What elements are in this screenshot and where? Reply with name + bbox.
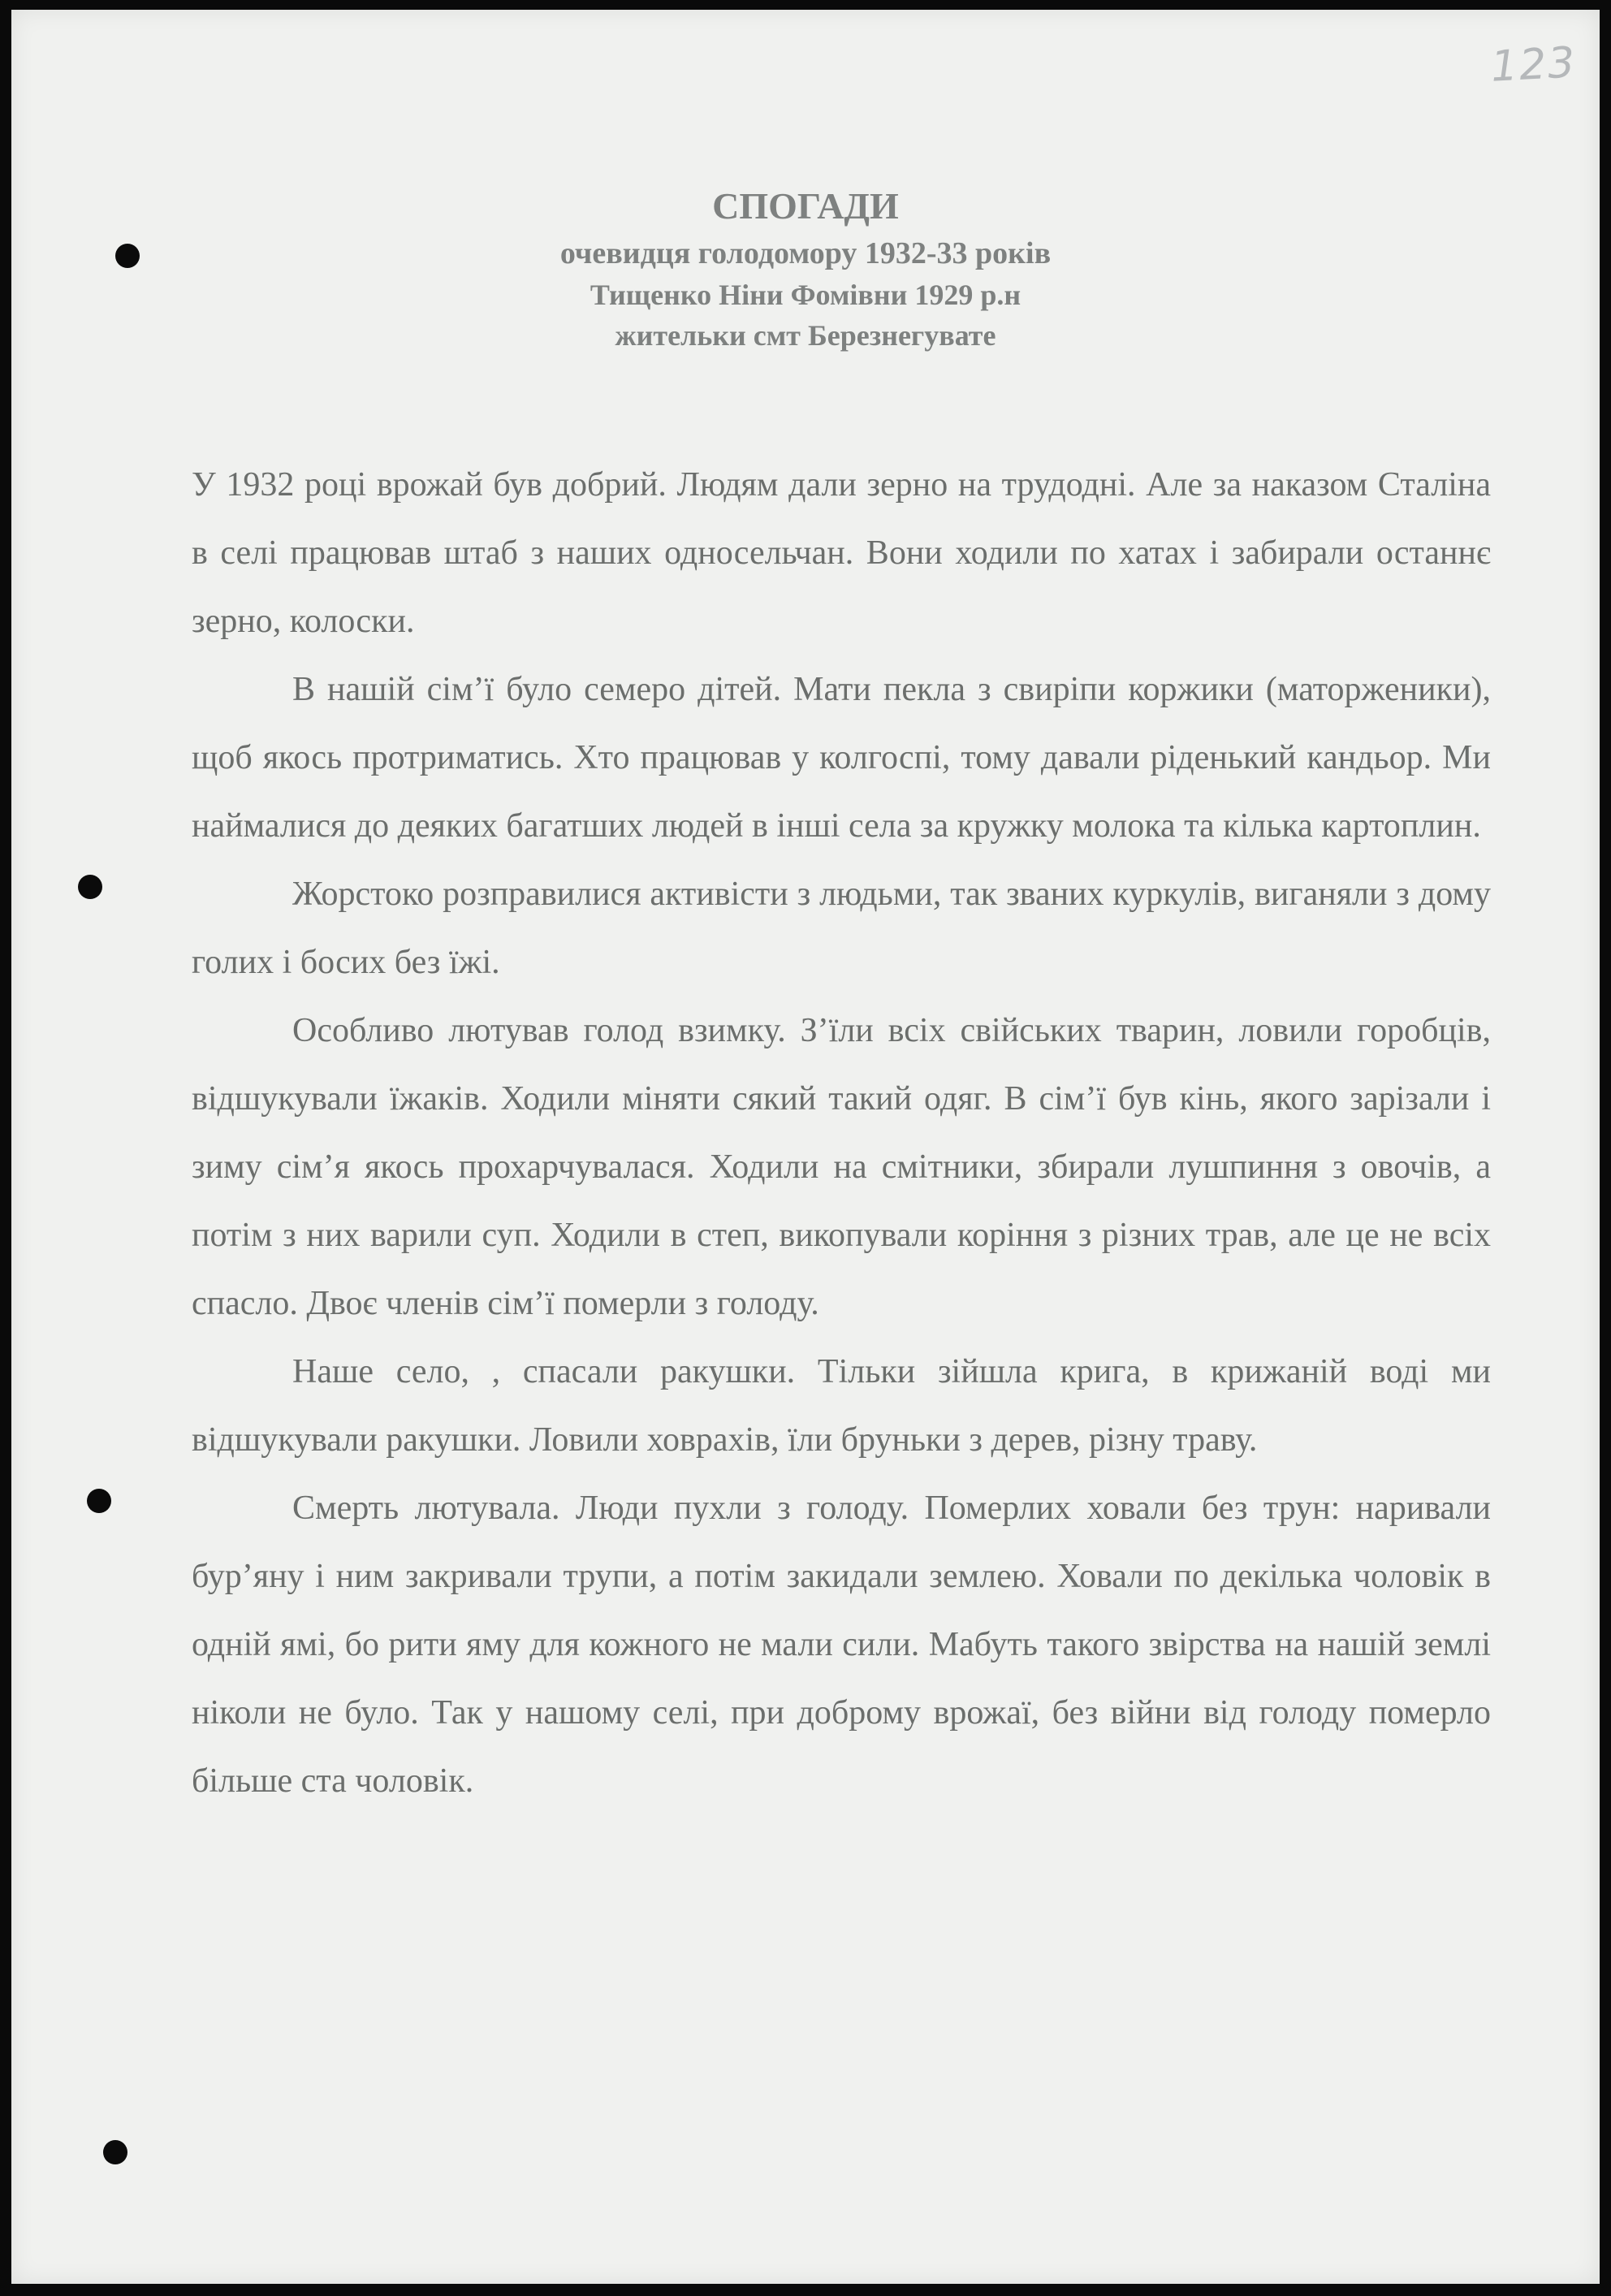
document-title: СПОГАДИ <box>712 185 899 227</box>
paragraph: Смерть лютувала. Люди пухли з голоду. Померлих ховали без трун: наривали бур’яну і ним закривали трупи, а потім закидали землею. Ховали по декілька чоловік в одній ямі, бо рити яму для кожного не мали сили. Мабуть такого звірства на нашій землі ніколи не було. Так у нашому селі, при доброму врожаї, без війни від голоду померло більше ста чоловік. <box>192 1490 1491 1800</box>
punch-hole <box>103 2140 127 2164</box>
subtitle-line-2: Тищенко Ніни Фомівни 1929 р.н <box>590 279 1021 311</box>
punch-hole <box>78 875 102 899</box>
paragraph: В нашій сім’ї було семеро дітей. Мати пекла з свиріпи коржики (маторженики), щоб якось протриматись. Хто працював у колгоспі, тому давали ріденький кандьор. Ми наймалися до деяких багатших людей в інші села за кружку молока та кілька картоплин. <box>192 671 1491 845</box>
page-number: 123 <box>1489 38 1578 92</box>
paragraph: Жорстоко розправилися активісти з людьми, так званих куркулів, виганяли з дому голих і босих без їжі. <box>192 876 1491 981</box>
subtitle-line-3: жительки смт Березнегувате <box>615 319 996 352</box>
document-heading <box>0 180 1611 356</box>
paragraph: У 1932 році врожай був добрий. Людям дали зерно на трудодні. Але за наказом Сталіна в селі працював штаб з наших односельчан. Вони ходили по хатах і забирали останнє зерно, колоски. <box>192 466 1491 640</box>
paragraph: Наше село, , спасали ракушки. Тільки зійшла крига, в крижаній воді ми відшукували ракушки. Ловили ховрахів, їли бруньки з дерев, різну траву. <box>192 1353 1491 1459</box>
punch-hole <box>87 1489 111 1513</box>
paragraph: Особливо лютував голод взимку. З’їли всіх свійських тварин, ловили горобців, відшукували їжаків. Ходили міняти сякий такий одяг. В сім’ї був кінь, якого зарізали і зиму сім’я якось прохарчувалася. Ходили на смітники, збирали лушпиння з овочів, а потім з них варили суп. Ходили в степ, викопували коріння з різних трав, але це не всіх спасло. Двоє членів сім’ї померли з голоду. <box>192 1012 1491 1322</box>
subtitle-line-1: очевидця голодомору 1932-33 років <box>559 236 1052 270</box>
memoir-body <box>192 451 1491 1815</box>
